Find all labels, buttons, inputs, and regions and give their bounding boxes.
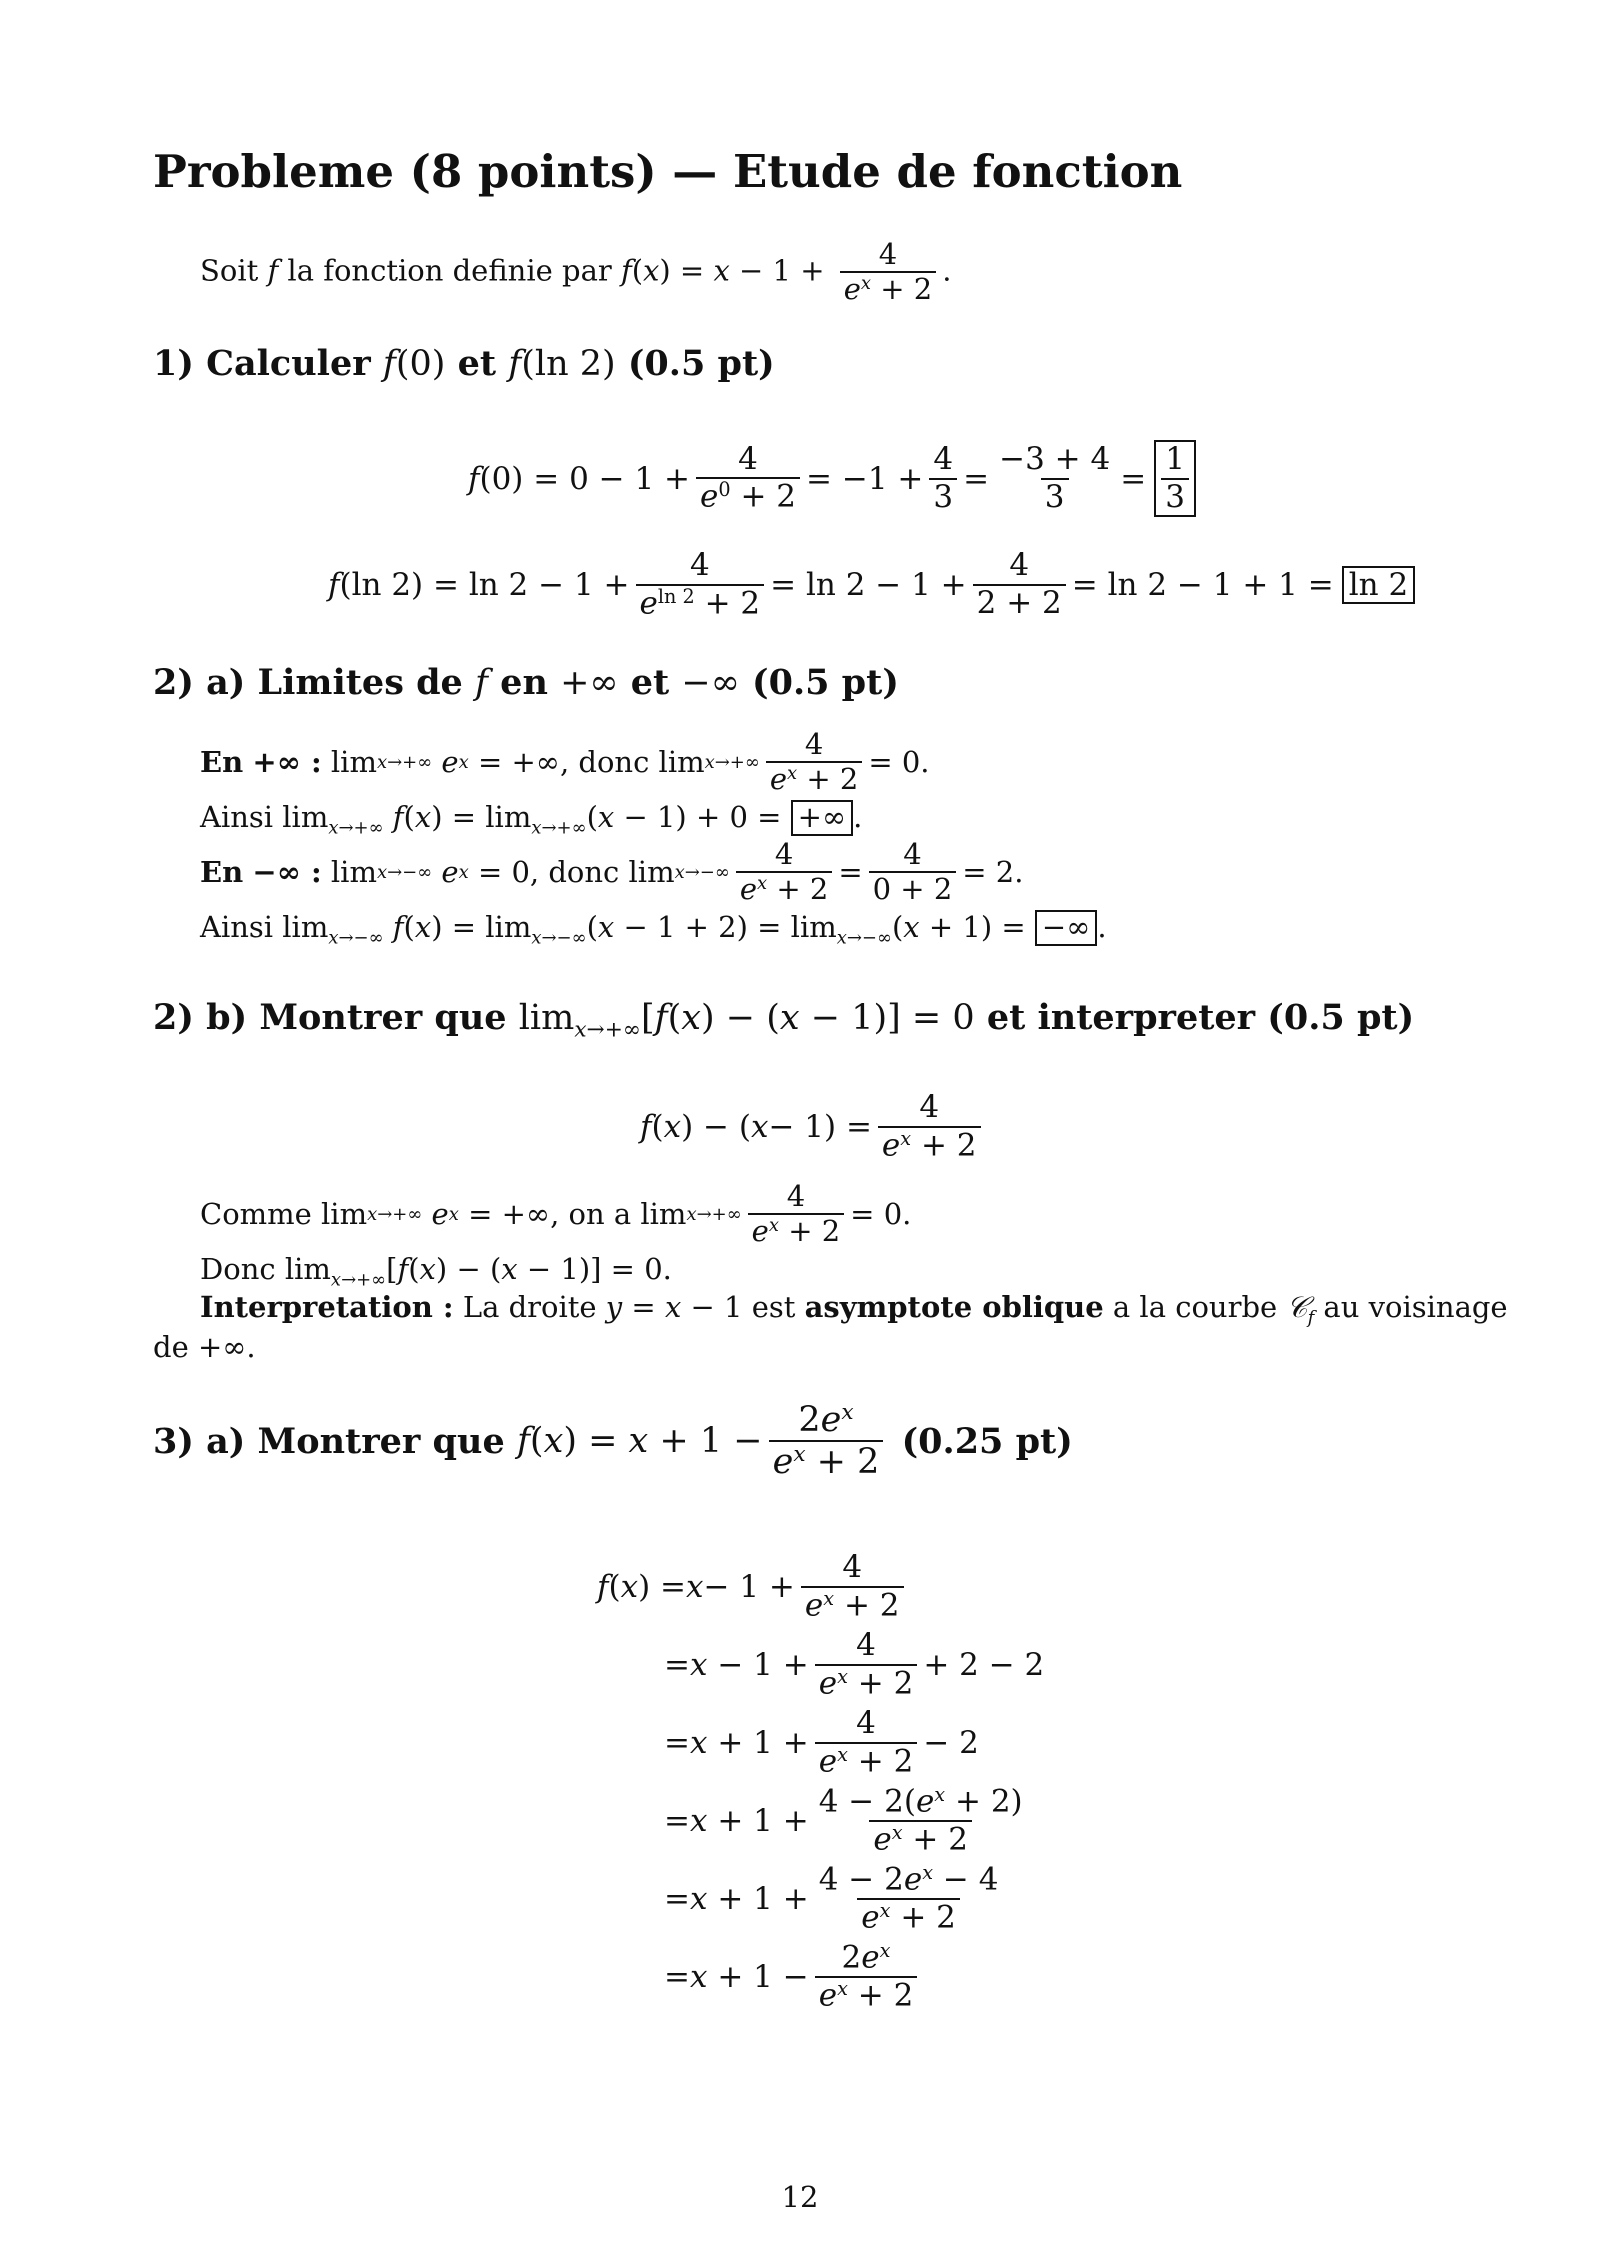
donc-line: Donc $\lim_{x\to+\infty}[f(x) - (x - 1)] = 0$. xyxy=(200,1252,672,1291)
derivation-step-4: = x + 1 + $4 - 2(e^x + 2)$ $e^x + 2$ xyxy=(664,1783,1023,1858)
question-3a-heading: 3) a) Montrer que f(x) = x + 1 − $\frac{2e^x}{e^x + 2}$ (0.25 pt) xyxy=(153,1400,1073,1483)
question-2b-heading: 2) b) Montrer que $\lim_{x\to+\infty}[f(x) - (x - 1)] = 0$ et interpreter (0.5 pt) xyxy=(153,997,1415,1043)
derivation-step-6: = x + 1 − $2e^x$ $e^x + 2$ xyxy=(664,1940,923,2014)
limit-plus-inf-line: En +∞ : lim x→+∞ e x = +∞ , donc lim x→+∞ 4 $e^x + 2$ = 0. xyxy=(200,727,930,797)
comme-line: Comme lim x→+∞ e x = +∞ , on a lim x→+∞ 4 $e^x + 2$ = 0. xyxy=(200,1179,912,1249)
limit-plus-inf-conclusion: Ainsi $\lim_{x\to+\infty} f(x) = \lim_{x\to+\infty}(x - 1) + 0$ = +∞ . xyxy=(200,800,863,839)
derivation-step-5: = x + 1 + $4 - 2e^x - 4$ $e^x + 2$ xyxy=(664,1861,999,1936)
question-1-heading: 1) Calculer f(0) et f(ln 2) (0.5 pt) xyxy=(153,343,775,384)
f0-equation: f (0) = 0 − 1 + 4 $e^0 + 2$ = −1 + 4 3 = −3 + 4 3 = $\frac{1}{3}$ xyxy=(468,440,1196,517)
question-2a-heading: 2) a) Limites de f en +∞ et −∞ (0.5 pt) xyxy=(153,662,899,703)
derivation-step-3: = x + 1 + 4 $e^x + 2$ − 2 xyxy=(664,1705,979,1780)
limit-minus-inf-line: En −∞ : lim x→−∞ e x = 0 , donc lim x→−∞ 4 $e^x + 2$ = 4 0 + 2 = 2. xyxy=(200,837,1024,907)
derivation-step-2: = x − 1 + 4 $e^x + 2$ + 2 − 2 xyxy=(664,1627,1045,1702)
intro-line: Soit f la fonction definie par f(x) = x − 1 + $\frac{4}{e^x + 2}$ . xyxy=(200,237,952,307)
problem-title: Probleme (8 points) — Etude de fonction xyxy=(153,145,1183,198)
interpretation-line: Interpretation : La droite y = x − 1 est asymptote oblique a la courbe 𝒞$_f$ au voisinage xyxy=(200,1290,1508,1329)
interpretation-line-2: de +∞. xyxy=(153,1330,256,1364)
difference-equation: f ( x ) − ( x − 1) = 4 $e^x + 2$ xyxy=(640,1090,987,1164)
derivation-step-1: f ( x ) = x − 1 + 4 $e^x + 2$ xyxy=(597,1550,910,1624)
limit-minus-inf-conclusion: Ainsi $\lim_{x\to-\infty} f(x) = \lim_{x\to-\infty}(x - 1 + 2) = \lim_{x\to-\infty}(x + 1)$ = −∞ . xyxy=(200,910,1107,949)
page-number: 12 xyxy=(781,2180,819,2214)
fln2-equation: f (ln 2) = ln 2 − 1 + 4 $e^{ln 2} + 2$ = ln 2 − 1 + 4 2 + 2 = ln 2 − 1 + 1 = ln 2 xyxy=(328,548,1415,622)
